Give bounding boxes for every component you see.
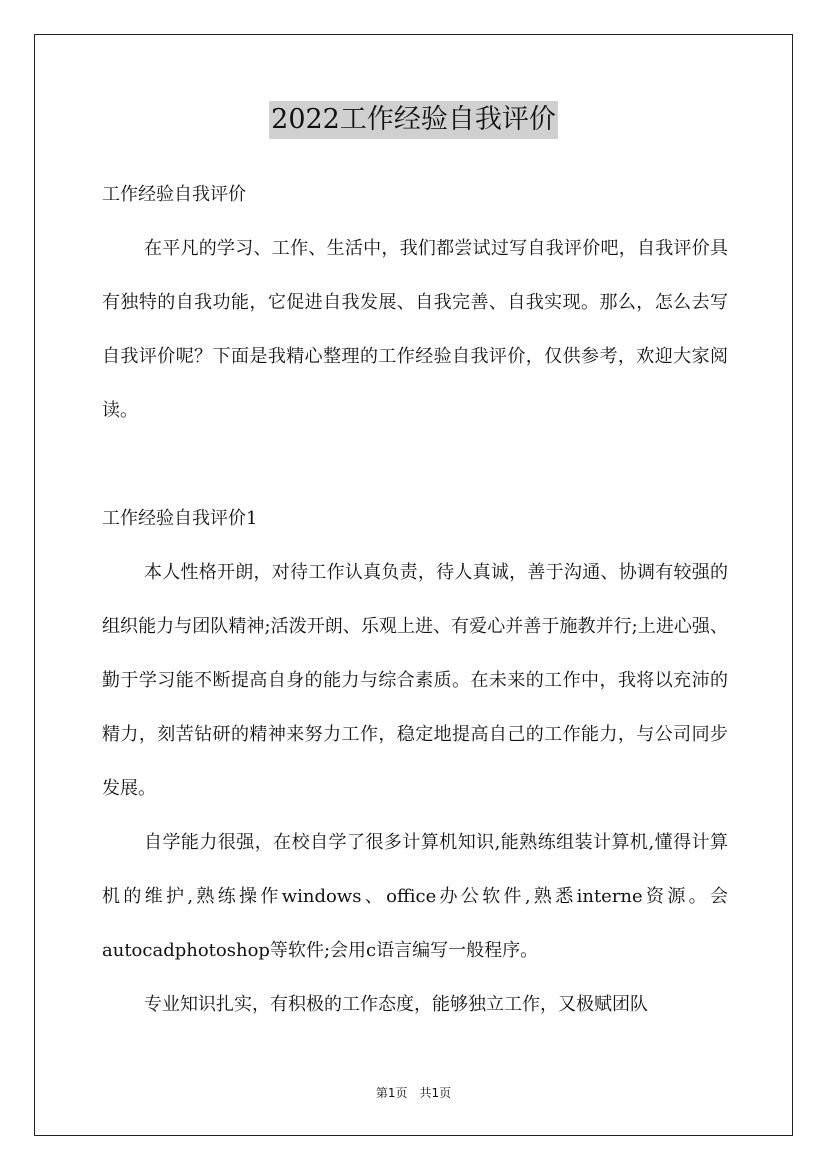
page-footer <box>0 1084 827 1101</box>
intro-paragraph: 在平凡的学习、工作、生活中，我们都尝试过写自我评价吧，自我评价具有独特的自我功能，它促进自我发展、自我完善、自我实现。那么，怎么去写自我评价呢？下面是我精心整理的工作经验自我评价，仅供参考，欢迎大家阅读。 <box>102 238 728 421</box>
page-number: 第1页 共1页 <box>375 1086 452 1100</box>
section1-heading: 工作经验自我评价1 <box>102 508 258 529</box>
section1-paragraph-1: 本人性格开朗，对待工作认真负责，待人真诚，善于沟通、协调有较强的组织能力与团队精神;活泼开朗、乐观上进、有爱心并善于施教并行;上进心强、勤于学习能不断提高自身的能力与综合素质。在未来的工作中，我将以充沛的精力，刻苦钻研的精神来努力工作，稳定地提高自己的工作能力，与公司同步发展。 <box>102 562 728 799</box>
document-title: 2022工作经验自我评价 <box>269 101 558 139</box>
section1-paragraph-3: 专业知识扎实，有积极的工作态度，能够独立工作，又极赋团队 <box>144 994 648 1015</box>
intro-heading: 工作经验自我评价 <box>102 184 246 205</box>
title-container <box>0 101 827 139</box>
section-spacer <box>102 438 728 492</box>
document-body <box>102 168 728 1032</box>
section1-paragraph-2: 自学能力很强，在校自学了很多计算机知识,能熟练组装计算机,懂得计算机的维护,熟练操作windows、office办公软件,熟悉interne资源。会autocadphotoshop等软件;会用c语言编写一般程序。 <box>102 832 728 961</box>
